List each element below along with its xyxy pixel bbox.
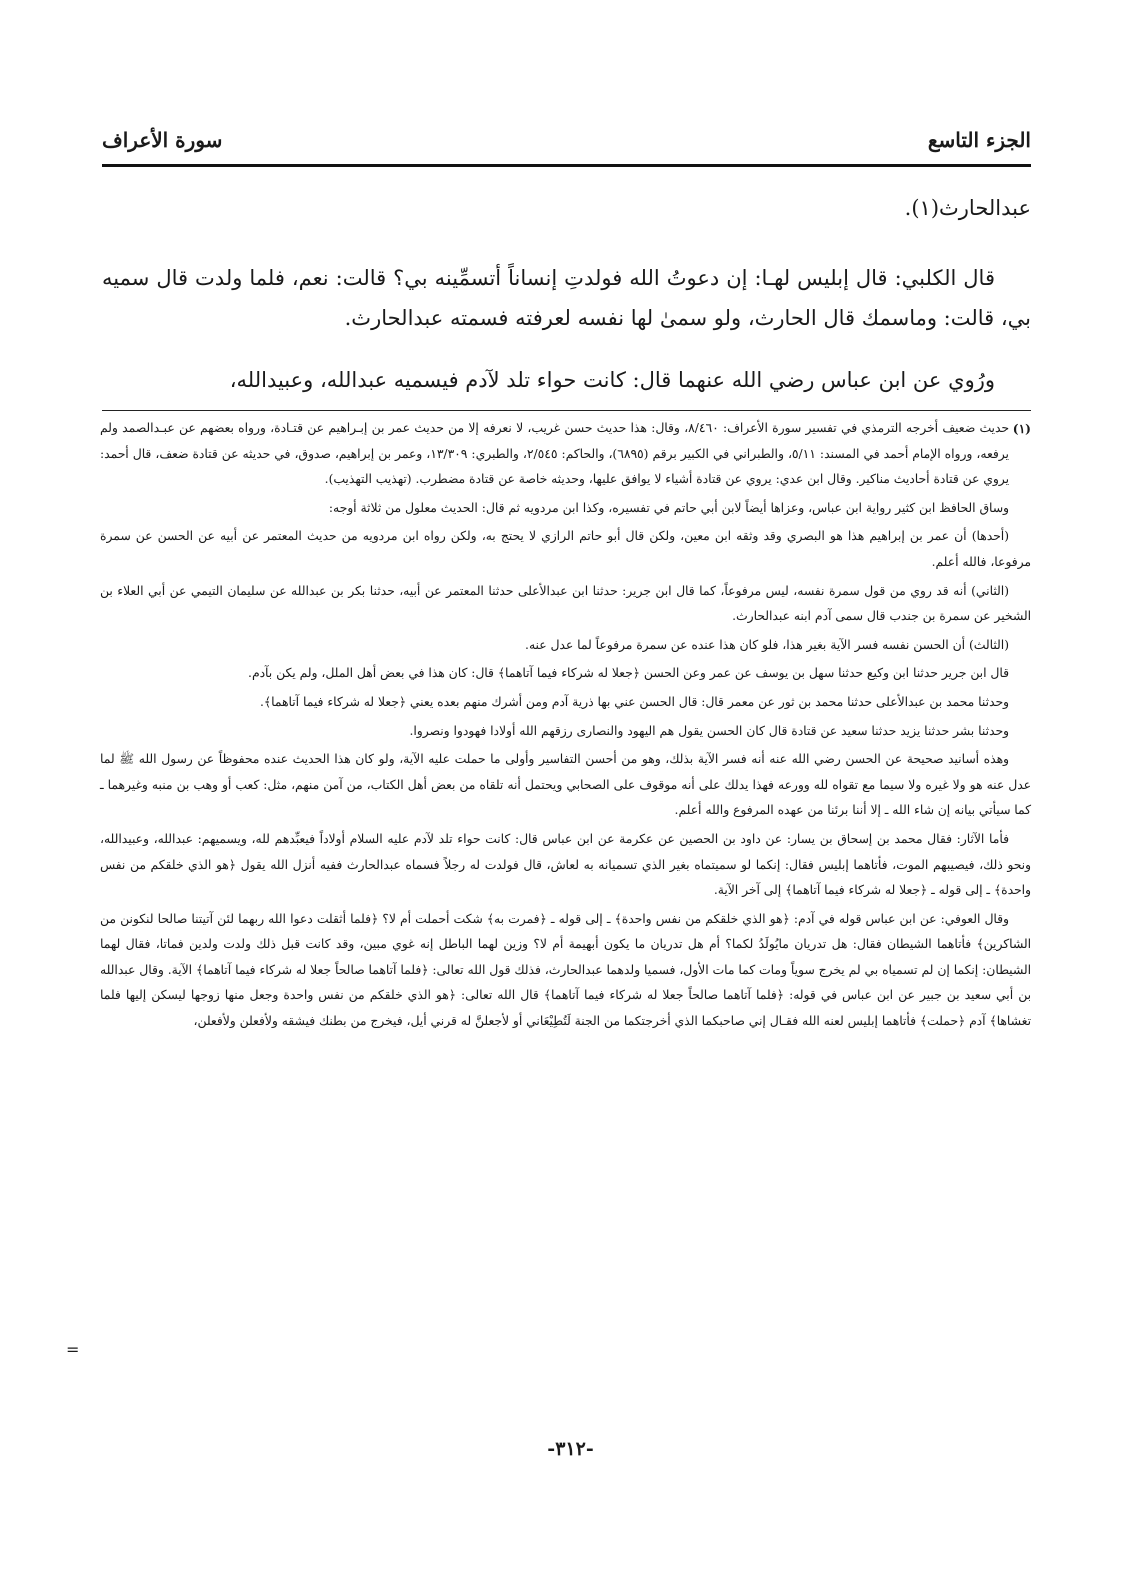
running-header xyxy=(102,120,1031,160)
main-paragraph-1: عبدالحارث(١). xyxy=(904,196,1031,220)
continuation-mark: = xyxy=(66,1340,80,1359)
footnote-paragraph: وساق الحافظ ابن كثير رواية ابن عباس، وعزاها أيضاً لابن أبي حاتم في تفسيره، وكذا ابن مردويه ثم قال: الحديث معلول من ثلاثة أوجه: xyxy=(328,500,1009,515)
footnote-paragraph: وحدثنا محمد بن عبدالأعلى حدثنا محمد بن ثور عن معمر قال: قال الحسن عني بها ذرية آدم ومن أشرك منهم بعده يعني ﴿جعلا له شركاء فيما آتاهما﴾. xyxy=(260,694,1009,709)
footnote-number: (١) xyxy=(1012,421,1031,436)
header-rule xyxy=(102,164,1031,167)
main-paragraph-2: قال الكلبي: قال إبليس لهـا: إن دعوتُ الله فولدتِ إنساناً أتسمِّينه بي؟ قالت: نعم، فلما ولدت قال سميه بي، قالت: وماسمك قال الحارث، ولو سمىٰ لها نفسه لعرفته فسمته عبدالحارث. xyxy=(102,266,1031,330)
main-paragraph-3: ورُوي عن ابن عباس رضي الله عنهما قال: كانت حواء تلد لآدم فيسميه عبدالله، وعبيدالله، xyxy=(229,368,995,392)
page-number: -٣١٢- xyxy=(547,1438,594,1460)
footnote-separator xyxy=(102,410,1031,411)
footnote-paragraph: وقال العوفي: عن ابن عباس قوله في آدم: ﴿هو الذي خلقكم من نفس واحدة﴾ ـ إلى قوله ـ ﴿فمرت به﴾ شكت أحملت أم لا؟ ﴿فلما أثقلت دعوا الله ربهما لئن آتيتنا صالحا لنكونن من الشاكرين﴾ فأتاهما الشيطان فقال: هل تدريان مايُولَدُ لكما؟ أم هل تدريان ما يكون أبهيمة أم لا؟ وزين لهما الباطل إنه غوي مبين، وقد كانت قبل ذلك ولدت ولدين فماتا، فقال لهما الشيطان: إنكما إن لم تسمياه بي لم يخرج سوياً ومات كما مات الأول، فسميا ولدهما عبدالحارث، فذلك قول الله تعالى: ﴿فلما آتاهما صالحاً جعلا له شركاء فيما آتاهما﴾ الآية. وقال عبدالله بن أبي سعيد بن جبير عن ابن عباس في قوله: ﴿فلما آتاهما صالحاً جعلا له شركاء فيما آتاهما﴾ قال الله تعالى: ﴿هو الذي خلقكم من نفس واحدة وجعل منها زوجها ليسكن إليها فلما تغشاها﴾ آدم ﴿حملت﴾ فأتاهما إبليس لعنه الله فقـال إني صاحبكما الذي أخرجتكما من الجنة لَتُطِيْعَاني أو لأجعلنَّ له قرني أيل، فيخرج من بطنك فيشقه ولأفعلن ولأفعلن، xyxy=(100,911,1031,1029)
footnote-paragraph: (الثاني) أنه قد روي من قول سمرة نفسه، ليس مرفوعاً، كما قال ابن جرير: حدثنا ابن عبدالأعلى حدثنا المعتمر عن أبيه، حدثنا بكر بن عبدالله عن سليمان التيمي عن أبي العلاء بن الشخير عن سمرة بن جندب قال سمى آدم ابنه عبدالحارث. xyxy=(100,583,1031,624)
footnotes xyxy=(100,416,1031,1038)
footnote-paragraph: حديث ضعيف أخرجه الترمذي في تفسير سورة الأعراف: ٨/٤٦٠، وقال: هذا حديث حسن غريب، لا نعرفه إلا من حديث عمر بن إبـراهيم عن قتـادة، ورواه بعضهم عن عبـدالصمد ولم يرفعه، ورواه الإمام أحمد في المسند: ٥/١١، والطبراني في الكبير برقم (٦٨٩٥)، والحاكم: ٢/٥٤٥، والطبري: ١٣/٣٠٩، وعمر بن إبراهيم، صدوق، في حديثه عن قتادة ضعف، قال أحمد: يروي عن قتادة أحاديث مناكير. وقال ابن عدي: يروي عن قتادة أشياء لا يوافق عليها، وحديثه خاصة عن قتادة مضطرب. (تهذيب التهذيب). xyxy=(100,421,1010,487)
footnote-paragraph: (أحدها) أن عمر بن إبراهيم هذا هو البصري وقد وثقه ابن معين، ولكن قال أبو حاتم الرازي لا يحتج به، ولكن رواه ابن مردويه من حديث المعتمر عن أبيه عن الحسن عن سمرة مرفوعا، فالله أعلم. xyxy=(100,529,1031,569)
surah-title: سورة الأعراف xyxy=(102,128,223,152)
footnote-paragraph: وهذه أسانيد صحيحة عن الحسن رضي الله عنه أنه فسر الآية بذلك، وهو من أحسن التفاسير وأولى ما حملت عليه الآية، ولو كان هذا الحديث عنده محفوظاً عن رسول الله ﷺ لما عدل عنه هو ولا غيره ولا سيما مع تقواه لله وورعه فهذا يدلك على أنه موقوف على الصحابي ويحتمل أنه تلقاه من بعض أهل الكتاب، من آمن منهم، مثل: كعب أو وهب بن منبه وغيرهما ـ كما سيأتي بيانه إن شاء الله ـ إلا أننا برئنا من عهده المرفوع والله أعلم. xyxy=(100,752,1031,818)
footnote-paragraph: وحدثنا بشر حدثنا يزيد حدثنا سعيد عن قتادة قال كان الحسن يقول هم اليهود والنصارى رزقهم الله أولادا فهودوا ونصروا. xyxy=(409,723,1009,738)
footnote-paragraph: (الثالث) أن الحسن نفسه فسر الآية بغير هذا، فلو كان هذا عنده عن سمرة مرفوعاً لما عدل عنه. xyxy=(525,637,1009,652)
footnote-paragraph: قال ابن جرير حدثنا ابن وكيع حدثنا سهل بن يوسف عن عمر وعن الحسن ﴿جعلا له شركاء فيما آتاهما﴾ قال: كان هذا في بعض أهل الملل، ولم يكن بآدم. xyxy=(248,666,1009,681)
volume-title: الجزء التاسع xyxy=(927,128,1031,152)
footnote-paragraph: فأما الآثار: فقال محمد بن إسحاق بن يسار: عن داود بن الحصين عن عكرمة عن ابن عباس قال: كانت حواء تلد لآدم عليه السلام أولاداً فيعبِّدهم لله، ويسميهم: عبدالله، وعبيدالله، ونحو ذلك، فيصيبهم الموت، فأتاهما إبليس فقال: إنكما لو سميتماه بغير الذي تسميانه به لعاش، قال فولدت له رجلاً فسماه عبدالحارث ففيه أنزل الله يقول ﴿هو الذي خلقكم من نفس واحدة﴾ ـ إلى قوله ـ ﴿جعلا له شركاء فيما آتاهما﴾ إلى آخر الآية. xyxy=(100,831,1031,898)
